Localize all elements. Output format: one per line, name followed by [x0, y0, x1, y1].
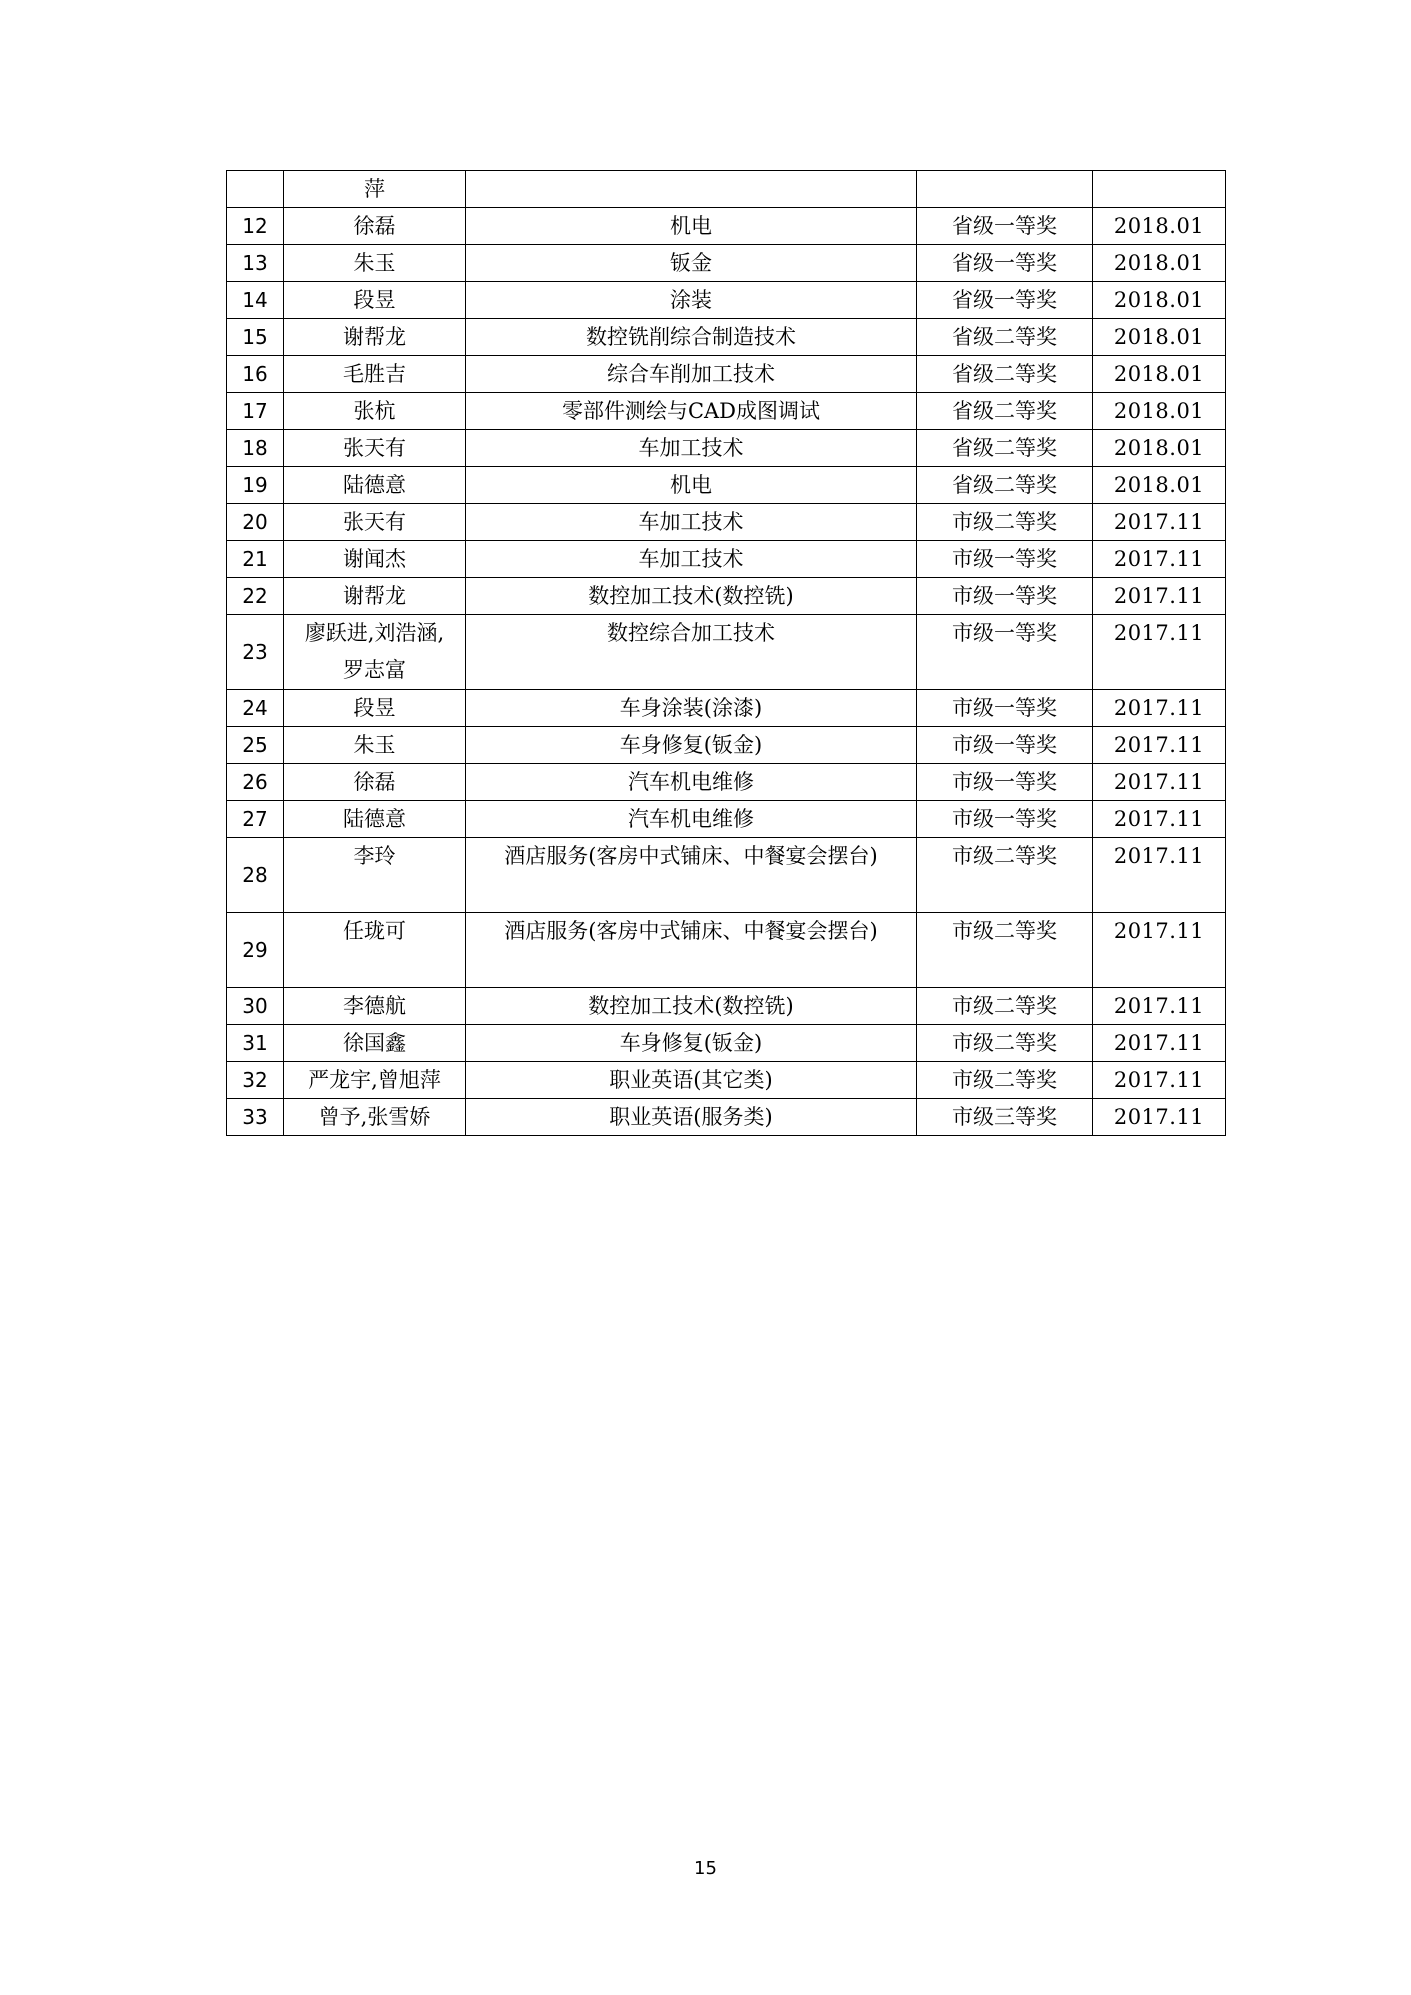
cell-award: 省级一等奖: [917, 282, 1093, 319]
cell-number: 17: [227, 393, 284, 430]
cell-date: 2017.11: [1093, 615, 1226, 690]
table-row: [227, 615, 1226, 690]
cell-name: 徐国鑫: [284, 1025, 466, 1062]
table-row: [227, 838, 1226, 913]
cell-project: 车身修复(钣金): [466, 727, 917, 764]
cell-award: [917, 171, 1093, 208]
cell-name: 朱玉: [284, 245, 466, 282]
cell-award: 市级一等奖: [917, 615, 1093, 690]
cell-date: 2017.11: [1093, 764, 1226, 801]
cell-date: 2018.01: [1093, 467, 1226, 504]
cell-date: 2018.01: [1093, 208, 1226, 245]
cell-number: 28: [227, 838, 284, 913]
cell-date: 2018.01: [1093, 282, 1226, 319]
cell-award: 市级一等奖: [917, 801, 1093, 838]
cell-name: 谢闻杰: [284, 541, 466, 578]
cell-project: 车身涂装(涂漆): [466, 690, 917, 727]
page-number: 15: [694, 1858, 717, 1879]
cell-award: 省级二等奖: [917, 319, 1093, 356]
table-row: [227, 764, 1226, 801]
cell-number: 16: [227, 356, 284, 393]
table-row: [227, 393, 1226, 430]
cell-award: 市级三等奖: [917, 1099, 1093, 1136]
cell-number: 15: [227, 319, 284, 356]
cell-project: 数控铣削综合制造技术: [466, 319, 917, 356]
cell-number: 31: [227, 1025, 284, 1062]
cell-name: 张天有: [284, 504, 466, 541]
table-row: [227, 1025, 1226, 1062]
cell-award: 市级二等奖: [917, 504, 1093, 541]
table-row: [227, 913, 1226, 988]
cell-date: [1093, 171, 1226, 208]
cell-name: 徐磊: [284, 208, 466, 245]
cell-date: 2017.11: [1093, 1062, 1226, 1099]
cell-name: 任珑可: [284, 913, 466, 988]
cell-name: 张天有: [284, 430, 466, 467]
cell-award: 市级一等奖: [917, 690, 1093, 727]
cell-name: 段昱: [284, 690, 466, 727]
cell-project: 零部件测绘与CAD成图调试: [466, 393, 917, 430]
cell-date: 2018.01: [1093, 319, 1226, 356]
cell-award: 市级二等奖: [917, 913, 1093, 988]
cell-number: 22: [227, 578, 284, 615]
cell-name: 李德航: [284, 988, 466, 1025]
cell-number: 23: [227, 615, 284, 690]
cell-award: 省级二等奖: [917, 393, 1093, 430]
cell-project: [466, 171, 917, 208]
table-row: [227, 430, 1226, 467]
cell-project: 车加工技术: [466, 504, 917, 541]
cell-award: 市级二等奖: [917, 1025, 1093, 1062]
table-row: [227, 988, 1226, 1025]
cell-project: 车加工技术: [466, 541, 917, 578]
cell-date: 2018.01: [1093, 245, 1226, 282]
cell-name: 曾予,张雪娇: [284, 1099, 466, 1136]
cell-award: 市级二等奖: [917, 1062, 1093, 1099]
cell-date: 2017.11: [1093, 541, 1226, 578]
cell-number: 32: [227, 1062, 284, 1099]
cell-number: 24: [227, 690, 284, 727]
cell-date: 2017.11: [1093, 1025, 1226, 1062]
cell-project: 涂装: [466, 282, 917, 319]
table-row: [227, 1062, 1226, 1099]
cell-name: 廖跃进,刘浩涵,罗志富: [284, 615, 466, 690]
cell-award: 省级二等奖: [917, 356, 1093, 393]
cell-number: [227, 171, 284, 208]
cell-project: 钣金: [466, 245, 917, 282]
cell-name: 毛胜吉: [284, 356, 466, 393]
cell-date: 2018.01: [1093, 356, 1226, 393]
cell-project: 酒店服务(客房中式铺床、中餐宴会摆台): [466, 838, 917, 913]
cell-award: 市级一等奖: [917, 578, 1093, 615]
cell-award: 省级二等奖: [917, 467, 1093, 504]
cell-name: 徐磊: [284, 764, 466, 801]
cell-name: 谢帮龙: [284, 319, 466, 356]
cell-number: 19: [227, 467, 284, 504]
cell-number: 25: [227, 727, 284, 764]
cell-project: 职业英语(服务类): [466, 1099, 917, 1136]
cell-number: 13: [227, 245, 284, 282]
cell-number: 18: [227, 430, 284, 467]
table-row: [227, 319, 1226, 356]
cell-date: 2017.11: [1093, 988, 1226, 1025]
table-row: [227, 245, 1226, 282]
cell-date: 2017.11: [1093, 913, 1226, 988]
table-row: [227, 690, 1226, 727]
table-row: [227, 208, 1226, 245]
cell-date: 2017.11: [1093, 727, 1226, 764]
cell-name: 朱玉: [284, 727, 466, 764]
cell-project: 数控综合加工技术: [466, 615, 917, 690]
awards-table-body: [227, 171, 1226, 1136]
table-row: [227, 467, 1226, 504]
cell-project: 职业英语(其它类): [466, 1062, 917, 1099]
cell-number: 14: [227, 282, 284, 319]
cell-project: 汽车机电维修: [466, 801, 917, 838]
table-row: [227, 727, 1226, 764]
cell-award: 市级二等奖: [917, 988, 1093, 1025]
cell-award: 省级二等奖: [917, 430, 1093, 467]
table-row: [227, 541, 1226, 578]
cell-award: 市级一等奖: [917, 727, 1093, 764]
cell-date: 2017.11: [1093, 504, 1226, 541]
awards-table: [226, 170, 1226, 1136]
cell-number: 33: [227, 1099, 284, 1136]
cell-name: 陆德意: [284, 801, 466, 838]
table-row: [227, 578, 1226, 615]
cell-award: 市级一等奖: [917, 541, 1093, 578]
cell-name: 张杭: [284, 393, 466, 430]
table-row: [227, 1099, 1226, 1136]
cell-project: 汽车机电维修: [466, 764, 917, 801]
cell-date: 2018.01: [1093, 393, 1226, 430]
cell-number: 30: [227, 988, 284, 1025]
cell-number: 29: [227, 913, 284, 988]
cell-award: 市级一等奖: [917, 764, 1093, 801]
cell-project: 数控加工技术(数控铣): [466, 578, 917, 615]
cell-name: 段昱: [284, 282, 466, 319]
cell-number: 26: [227, 764, 284, 801]
cell-number: 12: [227, 208, 284, 245]
cell-name: 严龙宇,曾旭萍: [284, 1062, 466, 1099]
table-row: [227, 282, 1226, 319]
cell-date: 2018.01: [1093, 430, 1226, 467]
cell-project: 车身修复(钣金): [466, 1025, 917, 1062]
cell-name: 李玲: [284, 838, 466, 913]
table-row: [227, 801, 1226, 838]
cell-name: 谢帮龙: [284, 578, 466, 615]
cell-date: 2017.11: [1093, 838, 1226, 913]
cell-project: 数控加工技术(数控铣): [466, 988, 917, 1025]
cell-number: 21: [227, 541, 284, 578]
table-row: [227, 356, 1226, 393]
cell-project: 车加工技术: [466, 430, 917, 467]
cell-name: 萍: [284, 171, 466, 208]
cell-date: 2017.11: [1093, 801, 1226, 838]
cell-project: 综合车削加工技术: [466, 356, 917, 393]
cell-date: 2017.11: [1093, 690, 1226, 727]
cell-award: 省级一等奖: [917, 208, 1093, 245]
cell-award: 市级二等奖: [917, 838, 1093, 913]
table-row: [227, 171, 1226, 208]
cell-project: 机电: [466, 467, 917, 504]
cell-date: 2017.11: [1093, 1099, 1226, 1136]
cell-number: 20: [227, 504, 284, 541]
cell-number: 27: [227, 801, 284, 838]
cell-date: 2017.11: [1093, 578, 1226, 615]
table-row: [227, 504, 1226, 541]
cell-project: 机电: [466, 208, 917, 245]
cell-project: 酒店服务(客房中式铺床、中餐宴会摆台): [466, 913, 917, 988]
cell-name: 陆德意: [284, 467, 466, 504]
cell-award: 省级一等奖: [917, 245, 1093, 282]
